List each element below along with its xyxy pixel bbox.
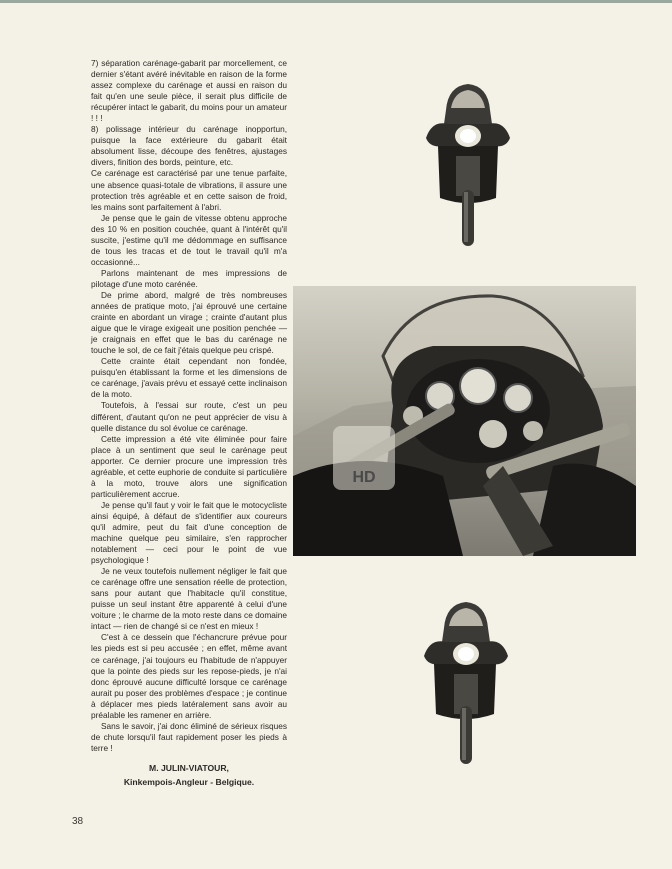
paragraph-conclusion: Sans le savoir, j'ai donc éliminé de sérieux risques de chute lorsqu'il faut rapidement poser les pieds à terre ! [91,720,287,753]
watermark-logo [333,426,395,490]
author-location: Kinkempois-Angleur - Belgique. [123,777,255,787]
paragraph-protection: Je ne veux toutefois nullement négliger le fait que ce carénage offre une sensation réelle de protection, sans pour autant que l'habitacle qu'il constitue, puisse un seul instant être apparenté à celui d'une voiture ; le charme de la moto reste dans ce domaine intact — rien de changé si ce n'est en mieux ! [91,566,287,632]
motorcycle-front-photo-top [418,80,518,250]
article-text-column [91,58,287,754]
paragraph-impression: Cette impression a été vite éliminée pour faire place à un sentiment que seul le carénage peut apporter. Ce dernier procure une impression très agréable, et cette euphorie de conduite si particulière à la moto, trouve alors une signification particulièrement accrue. [91,433,287,499]
paragraph-parlons: Parlons maintenant de mes impressions de pilotage d'une moto carénée. [91,267,287,289]
paragraph-crainte: Cette crainte était cependant non fondée, puisqu'en établissant la forme et les dimensions de ce carénage, j'avais prévu et essayé cette inclinaison de la moto. [91,356,287,400]
paragraph-echancrure: C'est à ce dessein que l'échancrure prévue pour les pieds est si peu accusée ; en effet, même avant ce carénage, j'ai toujours eu l'habitude de n'appuyer que la pointe des pieds sur les repose-pieds, je n'ai donc éprouvé aucune difficulté lorsque ce carénage aurait pu poser des problèmes d'espace ; je continue à déplacer mes pieds latéralement sans avoir au préalable les ramener en arrière. [91,632,287,720]
paragraph-vitesse: Je pense que le gain de vitesse obtenu approche des 10 % en position couchée, quant à l'intérêt qu'il suscite, j'estime qu'il me dédommage en suffisance de tous les tracas et de tout le travail qu'il m'a occasionné... [91,212,287,267]
motorcycle-front-photo-bottom [414,598,514,766]
paragraph-toutefois: Toutefois, à l'essai sur route, c'est un peu différent, d'autant qu'on ne peut apprécier de visu à quelle distance du sol évolue ce carénage. [91,400,287,433]
paragraph-psychologique: Je pense qu'il faut y voir le fait que le motocycliste ainsi équipé, à défaut de s'identifier aux coureurs qu'il admire, peut du fait d'une conception de machine quelque peu similaire, s'en rapprocher notablement — ceci pour le point de vue psychologique ! [91,499,287,566]
cockpit-photo [293,286,636,556]
page-number: 38 [72,816,84,827]
paragraph-prime-abord: De prime abord, malgré de très nombreuses années de pratique moto, j'ai éprouvé une certaine crainte en abordant un virage ; crainte d'autant plus aigue que le virage exigeait une position penchée — je craignais en effet que le bas du carénage ne touche le sol, de ce fait j'étais quelque peu crispé. [91,289,287,356]
author-name: M. JULIN-VIATOUR, [149,763,229,773]
paragraph-tenue: Ce carénage est caractérisé par une tenue parfaite, une absence quasi-totale de vibrations, il assure une protection très agréable et en cette saison de froid, les mains sont parfaitement à l'abri. [91,168,287,212]
paragraph-7: 7) séparation carénage-gabarit par morcellement, ce dernier s'étant avéré inévitable en raison de la forme assez complexe du carénage et aussi en raison du fait qu'en une seule pièce, il serait plus difficile de récupérer intact le gabarit, du moins pour un amateur ! ! ! [91,58,287,124]
author-signature [91,760,287,788]
page-top-edge [0,0,672,3]
watermark-text: HD [352,469,376,486]
paragraph-8: 8) polissage intérieur du carénage inopportun, puisque la face extérieure du gabarit était absolument lisse, découpe des fenêtres, ajustages divers, finition des bords, peinture, etc. [91,124,287,168]
